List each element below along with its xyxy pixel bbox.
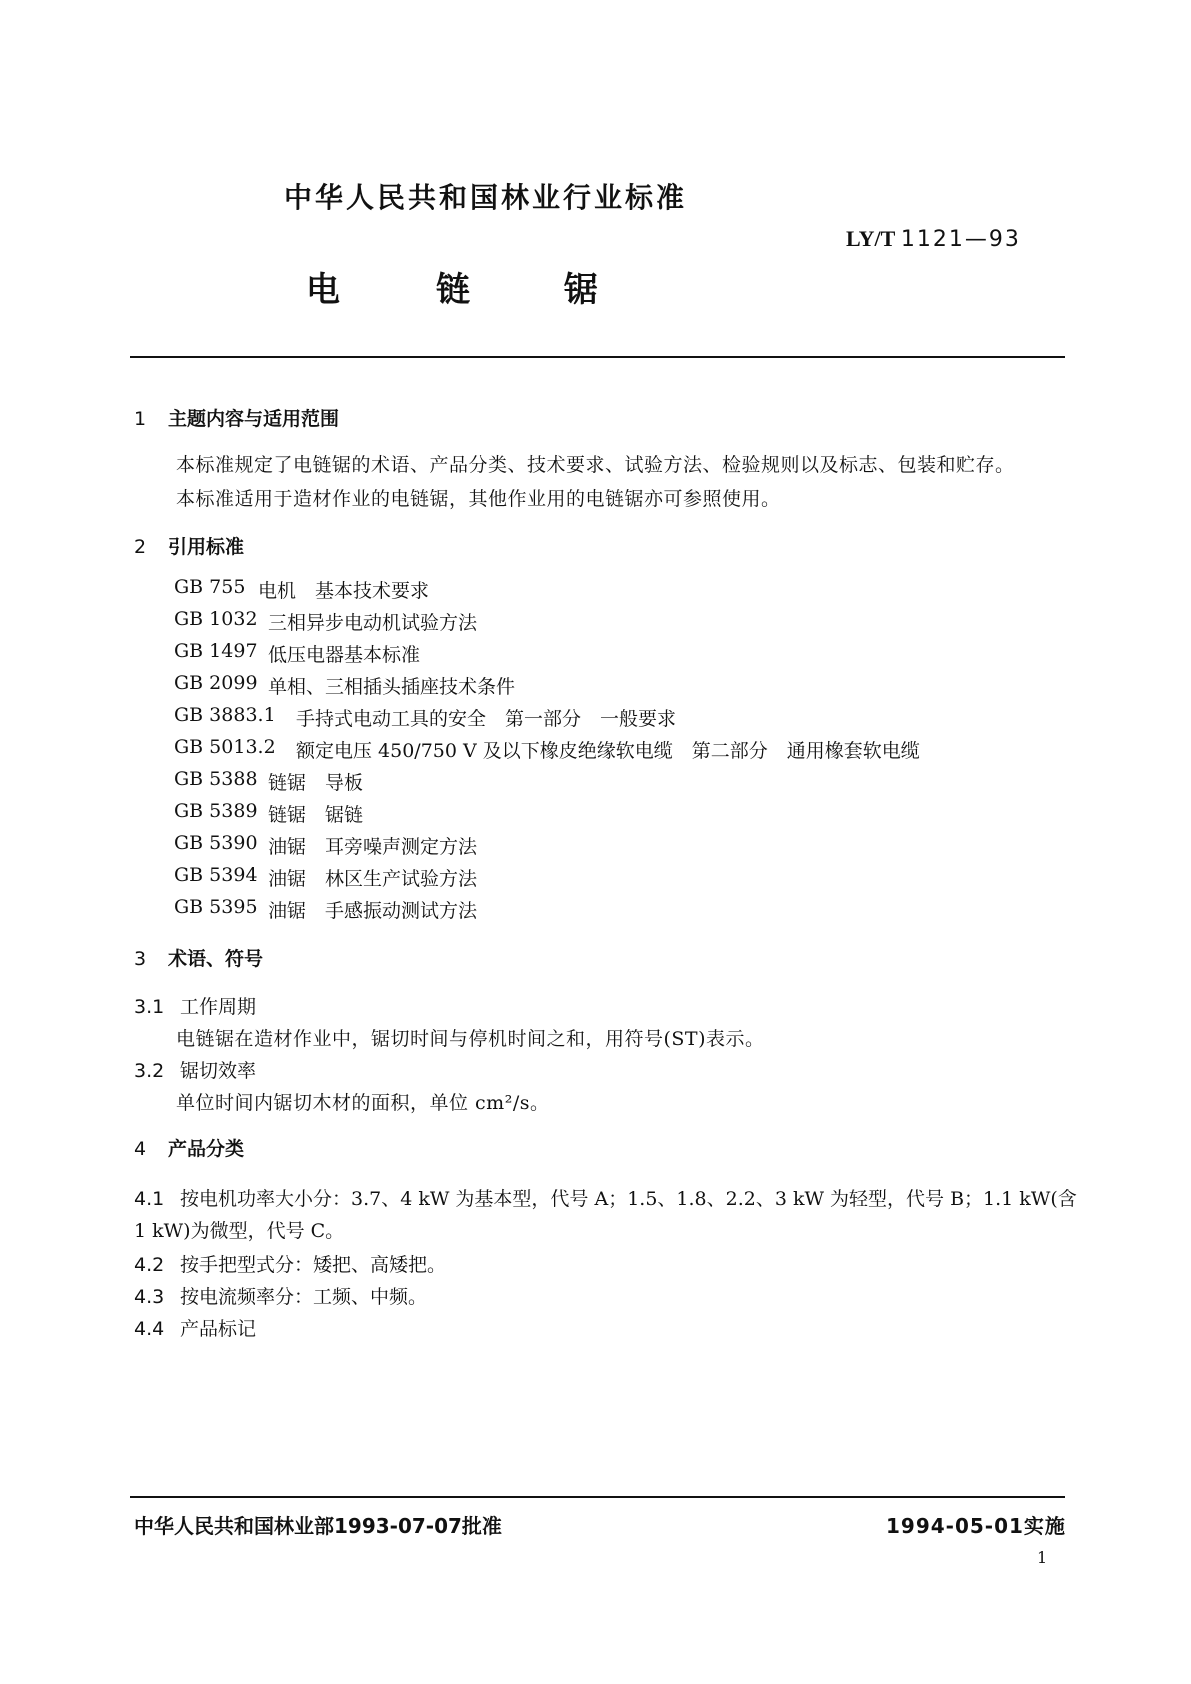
page-number: 1 — [1037, 1548, 1048, 1567]
reference-code: GB 2099 — [174, 672, 258, 694]
clause-number: 4.1 — [134, 1188, 165, 1210]
clause-4-2 — [134, 1250, 446, 1277]
reference-code: GB 1497 — [174, 640, 258, 662]
reference-title: 低压电器基本标准 — [268, 644, 421, 666]
effective-date: 1994-05-01实施 — [886, 1514, 1066, 1538]
reference-item — [174, 640, 421, 666]
clause-number: 4.3 — [134, 1286, 165, 1308]
reference-code: GB 5390 — [174, 832, 258, 854]
reference-code: GB 5388 — [174, 768, 258, 790]
section-3-title: 术语、符号 — [168, 948, 264, 970]
footer-divider — [130, 1496, 1065, 1498]
reference-item — [174, 768, 364, 794]
section-4-heading — [134, 1134, 244, 1161]
standard-number — [846, 226, 1021, 252]
reference-code: GB 1032 — [174, 608, 258, 630]
reference-item — [174, 608, 478, 634]
reference-item — [174, 736, 920, 762]
header-divider — [130, 356, 1065, 358]
section-2-title: 引用标准 — [168, 536, 245, 558]
reference-item — [174, 864, 478, 890]
reference-title: 链锯 导板 — [268, 772, 364, 794]
clause-number: 3.1 — [134, 996, 165, 1018]
clause-text: 产品标记 — [180, 1318, 257, 1340]
clause-3-2-definition: 单位时间内锯切木材的面积，单位 cm²/s。 — [176, 1092, 550, 1114]
section-1-number: 1 — [134, 408, 147, 430]
clause-3-1-definition: 电链锯在造材作业中，锯切时间与停机时间之和，用符号(ST)表示。 — [176, 1028, 765, 1050]
reference-code: GB 5013.2 — [174, 736, 276, 758]
reference-item — [174, 672, 516, 698]
clause-number: 4.2 — [134, 1254, 165, 1276]
section-1-para-2: 本标准适用于造材作业的电链锯，其他作业用的电链锯亦可参照使用。 — [176, 488, 781, 510]
clause-number: 4.4 — [134, 1318, 165, 1340]
section-3-heading — [134, 944, 263, 971]
section-1-heading — [134, 404, 339, 431]
doc-title-char-3: 锯 — [564, 270, 598, 310]
approval-note: 中华人民共和国林业部1993-07-07批准 — [134, 1514, 502, 1538]
section-2-heading — [134, 532, 244, 559]
reference-item — [174, 576, 430, 602]
reference-item — [174, 832, 478, 858]
clause-4-3 — [134, 1282, 427, 1309]
clause-4-4 — [134, 1314, 256, 1341]
clause-4-1 — [134, 1184, 1077, 1211]
reference-title: 手持式电动工具的安全 第一部分 一般要求 — [296, 708, 677, 730]
section-3-number: 3 — [134, 948, 147, 970]
reference-title: 油锯 手感振动测试方法 — [268, 900, 478, 922]
clause-term: 锯切效率 — [180, 1060, 257, 1082]
clause-number: 3.2 — [134, 1060, 165, 1082]
section-2-number: 2 — [134, 536, 147, 558]
section-4-number: 4 — [134, 1138, 147, 1160]
reference-item — [174, 896, 478, 922]
reference-title: 油锯 耳旁噪声测定方法 — [268, 836, 478, 858]
clause-3-1 — [134, 992, 256, 1019]
clause-3-2 — [134, 1056, 256, 1083]
clause-term: 工作周期 — [180, 996, 257, 1018]
reference-code: GB 5394 — [174, 864, 258, 886]
reference-item — [174, 704, 677, 730]
standard-prefix: LY/T — [846, 226, 896, 251]
reference-title: 三相异步电动机试验方法 — [268, 612, 478, 634]
clause-text: 按电机功率大小分：3.7、4 kW 为基本型，代号 A；1.5、1.8、2.2、3 kW 为轻型，代号 B；1.1 kW(含 — [180, 1188, 1077, 1210]
reference-title: 链锯 锯链 — [268, 804, 364, 826]
section-4-title: 产品分类 — [168, 1138, 245, 1160]
reference-code: GB 5395 — [174, 896, 258, 918]
doc-title-char-2: 链 — [436, 270, 470, 310]
doc-title-char-1: 电 — [306, 270, 340, 310]
org-title: 中华人民共和国林业行业标准 — [284, 181, 688, 214]
reference-code: GB 755 — [174, 576, 246, 598]
clause-text: 按电流频率分：工频、中频。 — [180, 1286, 428, 1308]
reference-title: 单相、三相插头插座技术条件 — [268, 676, 516, 698]
reference-title: 油锯 林区生产试验方法 — [268, 868, 478, 890]
standard-code: 1121—93 — [900, 227, 1021, 252]
clause-4-1-continuation: 1 kW)为微型，代号 C。 — [134, 1220, 345, 1242]
reference-code: GB 3883.1 — [174, 704, 276, 726]
reference-item — [174, 800, 364, 826]
reference-title: 额定电压 450/750 V 及以下橡皮绝缘软电缆 第二部分 通用橡套软电缆 — [296, 740, 920, 762]
clause-text: 按手把型式分：矮把、高矮把。 — [180, 1254, 447, 1276]
section-1-para-1: 本标准规定了电链锯的术语、产品分类、技术要求、试验方法、检验规则以及标志、包装和贮存。 — [176, 454, 1015, 476]
section-1-title: 主题内容与适用范围 — [168, 408, 340, 430]
reference-title: 电机 基本技术要求 — [258, 580, 430, 602]
reference-code: GB 5389 — [174, 800, 258, 822]
